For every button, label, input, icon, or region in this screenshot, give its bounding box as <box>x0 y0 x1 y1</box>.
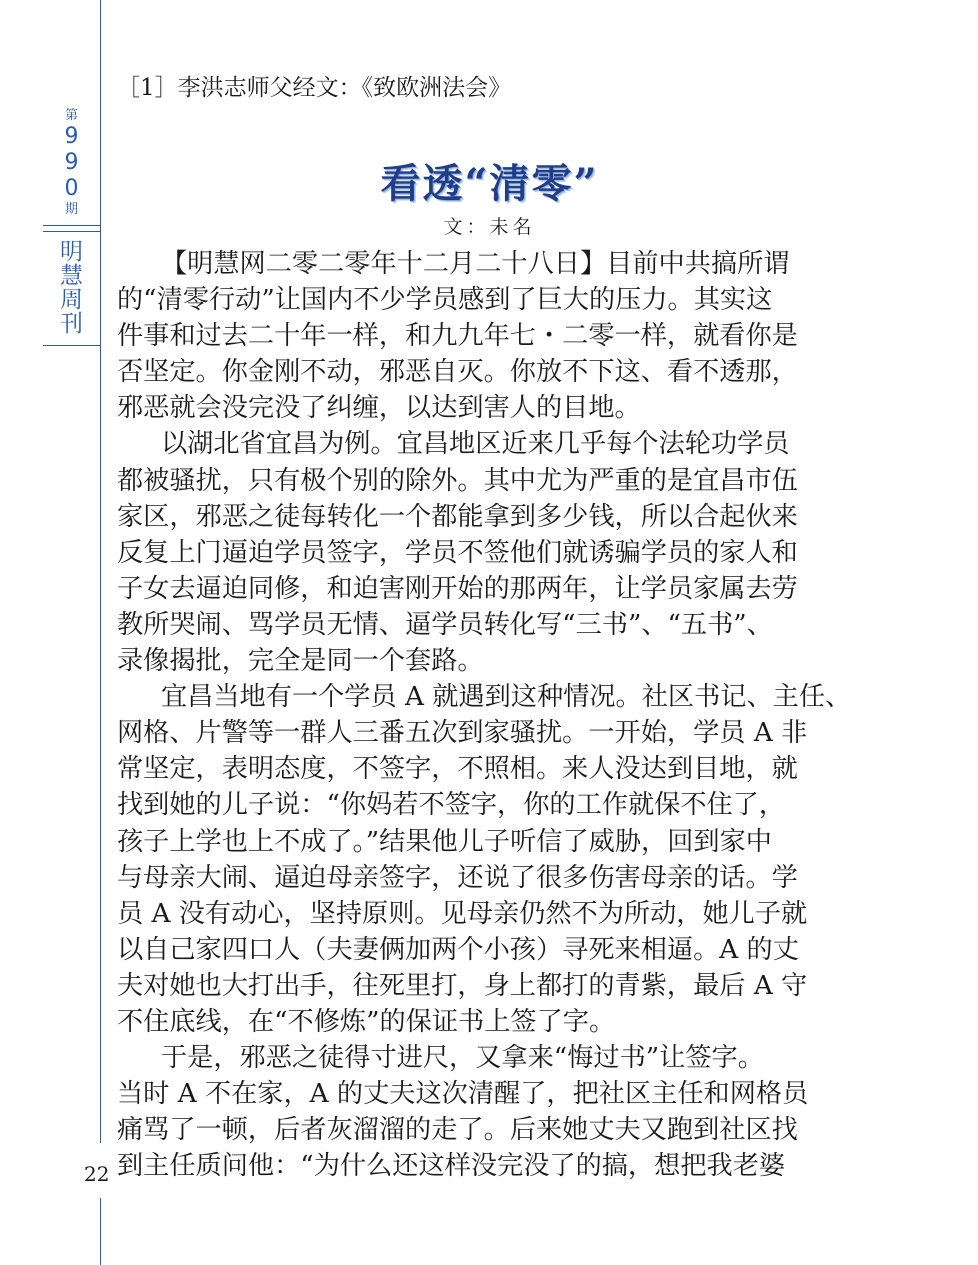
issue-prefix: 第 <box>64 108 78 123</box>
page-number: 22 <box>84 1162 110 1186</box>
body-line: 家区，邪恶之徒每转化一个都能拿到多少钱，所以合起伙来 <box>117 501 798 532</box>
sidebar-divider <box>43 231 100 232</box>
body-line: 夫对她也大打出手，往死里打，身上都打的青紫，最后 A 守 <box>117 970 808 1001</box>
body-line: 孩子上学也上不成了。”结果他儿子听信了威胁，回到家中 <box>117 826 772 857</box>
magazine-name-char: 周 <box>60 287 83 313</box>
body-line: 否坚定。你金刚不动，邪恶自灭。你放不下这、看不透那， <box>117 357 798 388</box>
body-line: 【明慧网二零二零年十二月二十八日】目前中共搞所谓 <box>161 249 790 279</box>
body-line: 于是，邪恶之徒得寸进尺，又拿来“悔过书”让签字。 <box>161 1043 764 1074</box>
body-line: 员 A 没有动心，坚持原则。见母亲仍然不为所动，她儿子就 <box>117 898 808 929</box>
body-line: 件事和过去二十年一样，和九九年七・二零一样，就看你是 <box>117 321 798 352</box>
body-line: 录像揭批，完全是同一个套路。 <box>117 646 484 677</box>
body-line: 的“清零行动”让国内不少学员感到了巨大的压力。其实这 <box>117 285 773 316</box>
issue-suffix: 期 <box>64 202 78 217</box>
sidebar-divider <box>43 345 100 346</box>
body-line: 邪恶就会没完没了纠缠，以达到害人的目地。 <box>117 393 641 424</box>
issue-digit: 0 <box>64 176 79 201</box>
body-line: 网格、片警等一群人三番五次到家骚扰。一开始，学员 A 非 <box>117 718 808 749</box>
issue-marker <box>43 108 100 218</box>
sidebar-rule <box>100 0 101 1265</box>
sidebar-divider <box>43 225 100 226</box>
body-line: 反复上门逼迫学员签字，学员不签他们就诱骗学员的家人和 <box>117 537 798 568</box>
magazine-name <box>43 240 100 336</box>
body-line: 子女去逼迫同修，和迫害刚开始的那两年，让学员家属去劳 <box>117 573 798 604</box>
magazine-name-char: 刊 <box>60 311 83 337</box>
body-line: 与母亲大闹、逼迫母亲签字，还说了很多伤害母亲的话。学 <box>117 862 798 893</box>
magazine-name-char: 明 <box>60 239 83 265</box>
body-line: 找到她的儿子说：“你妈若不签字，你的工作就保不住了， <box>117 790 786 821</box>
body-line: 教所哭闹、骂学员无情、逼学员转化写“三书”、“五书”、 <box>117 609 773 640</box>
body-line: 当时 A 不在家，A 的丈夫这次清醒了，把社区主任和网格员 <box>117 1079 809 1110</box>
body-line: 宜昌当地有一个学员 A 就遇到这种情况。社区书记、主任、 <box>161 682 852 713</box>
body-line: 不住底线，在“不修炼”的保证书上签了字。 <box>117 1006 616 1037</box>
article-body <box>117 246 862 1184</box>
magazine-name-char: 慧 <box>60 263 83 289</box>
article-title: 看透“清零” <box>380 160 599 207</box>
body-line: 以湖北省宜昌为例。宜昌地区近来几乎每个法轮功学员 <box>161 429 790 460</box>
issue-digit: 9 <box>64 124 79 149</box>
body-line: 都被骚扰，只有极个别的除外。其中尤为严重的是宜昌市伍 <box>117 465 798 496</box>
body-line: 到主任质问他：“为什么还这样没完没了的搞，想把我老婆 <box>117 1151 786 1182</box>
body-line: 痛骂了一顿，后者灰溜溜的走了。后来她丈夫又跑到社区找 <box>117 1115 798 1146</box>
article-author: 文：未名 <box>443 216 536 238</box>
body-line: 以自己家四口人（夫妻俩加两个小孩）寻死来相逼。A 的丈 <box>117 934 799 965</box>
issue-digit: 9 <box>64 150 79 175</box>
body-line: 常坚定，表明态度，不签字，不照相。来人没达到目地，就 <box>117 754 798 785</box>
footnote: ［1］李洪志师父经文：《致欧洲法会》 <box>117 75 512 101</box>
